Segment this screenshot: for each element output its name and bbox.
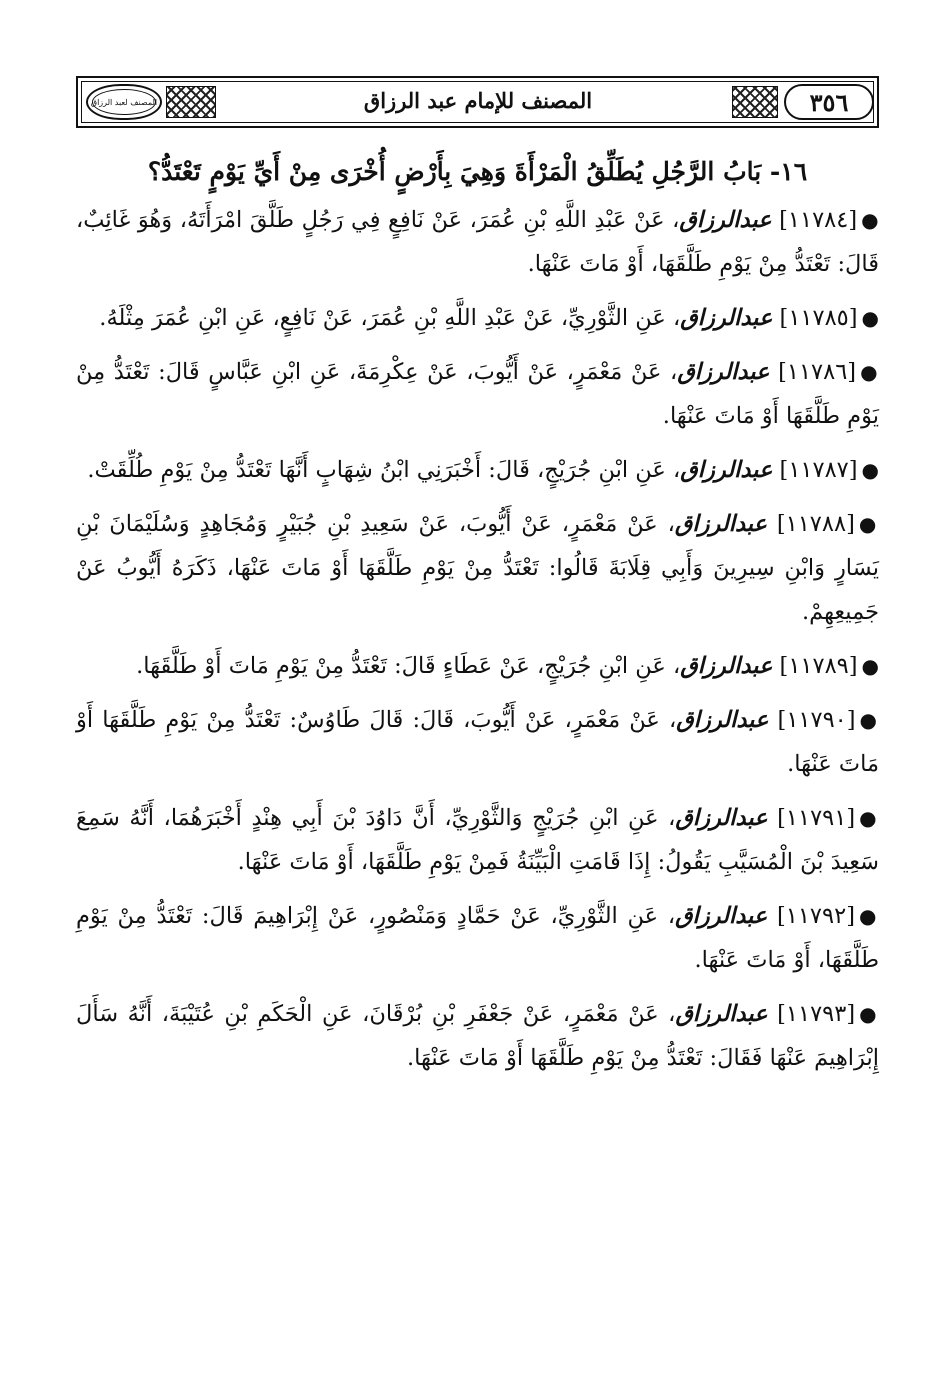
narrator-name: عبدالرزاق: [680, 457, 773, 483]
hadith-entry: [76, 644, 879, 688]
book-seal-emblem: [86, 84, 162, 120]
bullet-icon: ●: [861, 458, 879, 482]
hadith-number: [١١٧٩٠]: [777, 707, 856, 733]
hadith-text: ، عَنْ عَبْدِ اللَّهِ بْنِ عُمَرَ، عَنْ نَافِعٍ فِي رَجُلٍ طَلَّقَ امْرَأَتَهُ، وَهُوَ غَائِبٌ، قَالَ: تَعْتَدُّ مِنْ يَوْمِ طَلَّقَهَا، أَوْ مَاتَ عَنْهَا.: [76, 207, 879, 277]
narrator-name: عبدالرزاق: [675, 805, 768, 831]
narrator-name: عبدالرزاق: [679, 207, 772, 233]
hadith-text: ، عَنْ مَعْمَرٍ، عَنْ أَيُّوبَ، عَنْ عِكْرِمَةَ، عَنِ ابْنِ عَبَّاسٍ قَالَ: تَعْتَدُّ مِنْ يَوْمِ طَلَّقَهَا أَوْ مَاتَ عَنْهَا.: [76, 359, 879, 429]
narrator-name: عبدالرزاق: [680, 653, 773, 679]
narrator-name: عبدالرزاق: [676, 707, 769, 733]
page-body: [76, 150, 879, 1090]
hadith-text: ، عَنْ مَعْمَرٍ، عَنْ جَعْفَرِ بْنِ بُرْقَانَ، عَنِ الْحَكَمِ بْنِ عُتَيْبَةَ، أَنَّهُ سَأَلَ إِبْرَاهِيمَ عَنْهَا فَقَالَ: تَعْتَدُّ مِنْ يَوْمِ طَلَّقَهَا أَوْ مَاتَ عَنْهَا.: [76, 1001, 879, 1071]
narrator-name: عبدالرزاق: [675, 903, 768, 929]
running-header: [76, 76, 879, 128]
hadith-entry: [76, 894, 879, 982]
hadith-entry: [76, 198, 879, 286]
hadith-list: [76, 198, 879, 1080]
page-number-box: [784, 84, 874, 120]
bullet-icon: ●: [859, 1002, 880, 1026]
hadith-text: ، عَنِ الثَّوْرِيِّ، عَنْ عَبْدِ اللَّهِ بْنِ عُمَرَ، عَنْ نَافِعٍ، عَنِ ابْنِ عُمَرَ مِثْلَهُ.: [99, 305, 681, 331]
ornament-left: [166, 86, 216, 118]
bullet-icon: ●: [860, 360, 879, 384]
hadith-entry: [76, 796, 879, 884]
hadith-number: [١١٧٨٥]: [779, 305, 858, 331]
narrator-name: عبدالرزاق: [677, 359, 770, 385]
hadith-entry: [76, 502, 879, 634]
narrator-name: عبدالرزاق: [675, 1001, 768, 1027]
hadith-text: ، عَنِ ابْنِ جُرَيْجٍ، قَالَ: أَخْبَرَنِي ابْنُ شِهَابٍ أَنَّهَا تَعْتَدُّ مِنْ يَوْمِ طُلِّقَتْ.: [87, 457, 681, 483]
bullet-icon: ●: [859, 708, 879, 732]
hadith-number: [١١٧٩١]: [777, 805, 856, 831]
narrator-name: عبدالرزاق: [674, 511, 767, 537]
hadith-entry: [76, 992, 879, 1080]
hadith-number: [١١٧٨٧]: [779, 457, 858, 483]
hadith-entry: [76, 448, 879, 492]
chapter-heading: ١٦- بَابُ الرَّجُلِ يُطَلِّقُ الْمَرْأَةَ وَهِيَ بِأَرْضٍ أُخْرَى مِنْ أَيِّ يَوْمٍ تَعْتَدُّ؟: [147, 157, 808, 186]
bullet-icon: ●: [861, 654, 879, 678]
hadith-text: ، عَنِ ابْنِ جُرَيْجٍ وَالثَّوْرِيِّ، أَنَّ دَاوُدَ بْنَ أَبِي هِنْدٍ أَخْبَرَهُمَا، أَنَّهُ سَمِعَ سَعِيدَ بْنَ الْمُسَيَّبِ يَقُولُ: إِذَا قَامَتِ الْبَيِّنَةُ فَمِنْ يَوْمِ طَلَّقَهَا، أَوْ مَاتَ عَنْهَا.: [76, 805, 879, 875]
hadith-text: ، عَنْ مَعْمَرٍ، عَنْ أَيُّوبَ، عَنْ سَعِيدِ بْنِ جُبَيْرٍ وَمُجَاهِدٍ وَسُلَيْمَانَ بْنِ يَسَارٍ وَابْنِ سِيرِينَ وَأَبِي قِلَابَةَ قَالُوا: تَعْتَدُّ مِنْ يَوْمِ طَلَّقَهَا أَوْ مَاتَ عَنْهَا، ذَكَرَهُ أَيُّوبُ عَنْ جَمِيعِهِمْ.: [76, 511, 879, 625]
bullet-icon: ●: [858, 512, 880, 536]
bullet-icon: ●: [861, 306, 879, 330]
hadith-number: [١١٧٩٢]: [776, 903, 855, 929]
book-title: المصنف للإمام عبد الرزاق: [363, 88, 593, 113]
hadith-entry: [76, 350, 879, 438]
hadith-number: [١١٧٨٩]: [779, 653, 858, 679]
hadith-text: ، عَنِ ابْنِ جُرَيْجٍ، عَنْ عَطَاءٍ قَالَ: تَعْتَدُّ مِنْ يَوْمِ مَاتَ أَوْ طَلَّقَهَا.: [136, 653, 681, 679]
hadith-number: [١١٧٨٨]: [776, 511, 855, 537]
hadith-number: [١١٧٨٤]: [779, 207, 858, 233]
bullet-icon: ●: [861, 208, 879, 232]
ornament-right: [732, 86, 778, 118]
bullet-icon: ●: [859, 806, 879, 830]
hadith-number: [١١٧٨٦]: [778, 359, 857, 385]
seal-text: المصنف لعبد الرزاق: [90, 97, 158, 107]
narrator-name: عبدالرزاق: [680, 305, 773, 331]
hadith-number: [١١٧٩٣]: [777, 1001, 856, 1027]
page-number: ٣٥٦: [809, 87, 849, 117]
hadith-entry: [76, 296, 879, 340]
hadith-text: ، عَنِ الثَّوْرِيِّ، عَنْ حَمَّادٍ وَمَنْصُورٍ، عَنْ إِبْرَاهِيمَ قَالَ: تَعْتَدُّ مِنْ يَوْمِ طَلَّقَهَا، أَوْ مَاتَ عَنْهَا.: [76, 903, 879, 973]
hadith-entry: [76, 698, 879, 786]
bullet-icon: ●: [858, 904, 880, 928]
hadith-text: ، عَنْ مَعْمَرٍ، عَنْ أَيُّوبَ، قَالَ: قَالَ طَاوُسٌ: تَعْتَدُّ مِنْ يَوْمِ طَلَّقَهَا أَوْ مَاتَ عَنْهَا.: [76, 707, 879, 777]
